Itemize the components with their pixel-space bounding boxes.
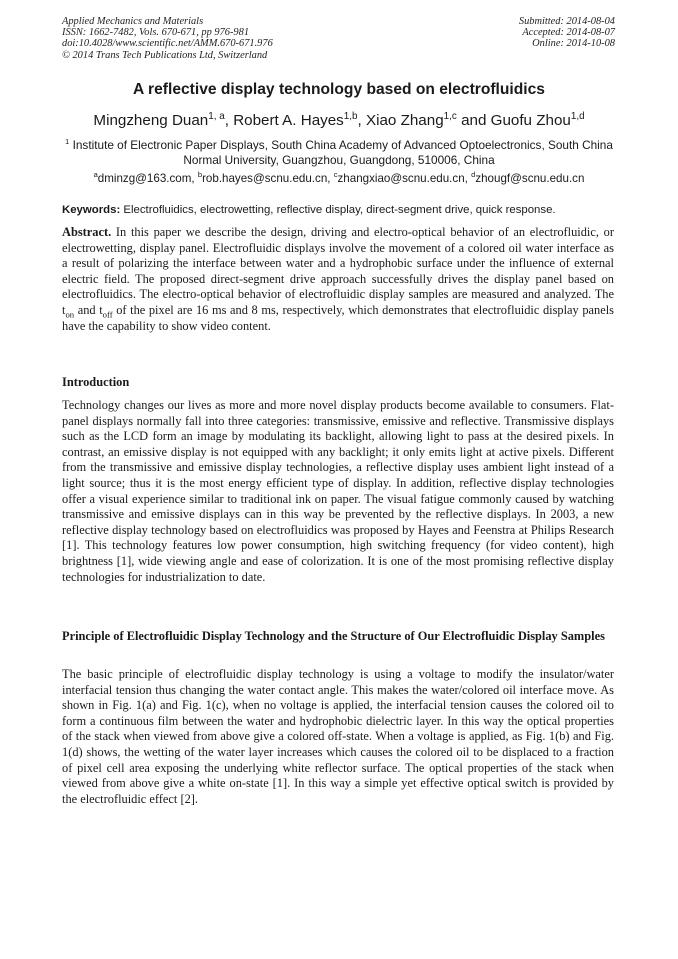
author-separator: and <box>456 112 491 129</box>
email-separator: , <box>327 172 334 185</box>
author-list <box>40 112 638 129</box>
author-affil-mark: 1, a <box>208 110 225 122</box>
author-name: Guofu Zhou <box>490 112 571 129</box>
publication-dates <box>395 16 615 50</box>
introduction-heading: Introduction <box>62 375 130 389</box>
author-name: Xiao Zhang <box>365 112 444 129</box>
email-address[interactable]: dminzg@163.com <box>97 172 192 185</box>
date-submitted: Submitted: 2014-08-04 <box>518 16 615 27</box>
abstract-text: In this paper we describe the design, driving and electro-optical behavior of an electrofluidic, or electrowetting, display panel. Electrofluidic displays involve the movement of a colored oil water interface as a result of polarizing the interface between water and a hydrophobic surface under the influence of external electric field. The proposed direct-segment drive approach successfully drives the display panel based on electrofluidics. The electro-optical behavior of electrofluidic display samples are measured and analyzed. The t <box>62 225 614 317</box>
author-affil-mark: 1,d <box>570 110 585 122</box>
author-separator: , <box>224 112 234 129</box>
email-mark: d <box>471 170 476 180</box>
journal-header <box>62 16 392 61</box>
paper-title: A reflective display technology based on electrofluidics <box>133 81 545 98</box>
email-mark: c <box>333 170 338 180</box>
abstract-text: and t <box>74 302 103 317</box>
keywords-label: Keywords: <box>62 204 121 216</box>
email-mark: b <box>197 170 203 180</box>
email-mark: a <box>93 170 98 180</box>
email-separator: , <box>464 172 472 185</box>
keywords-text: Electrofluidics, electrowetting, reflective display, direct-segment drive, quick response. <box>120 204 556 216</box>
abstract-text: of the pixel are 16 ms and 8 ms, respectively, which demonstrates that electrofluidic display panels have the capability to show video content. <box>62 302 614 333</box>
email-address[interactable]: zhangxiao@scnu.edu.cn <box>337 172 465 185</box>
author-separator: , <box>357 112 366 129</box>
keywords <box>62 204 616 216</box>
abstract-paragraph <box>62 225 614 334</box>
author-affil-mark: 1,b <box>343 110 358 122</box>
journal-copyright: © 2014 Trans Tech Publications Ltd, Switzerland <box>62 49 268 61</box>
introduction-paragraph: Technology changes our lives as more and more novel display products become available to consumers. Flat-panel displays normally fall into three categories: transmissive, emissive and reflective. Transmissive displays such as the LCD form an image by modulating its backlight, allowing light to pass at the desired pixels. In contrast, an emissive display is not equipped with any backlight; it only emits light at active pixels. Different from the transmissive and emissive display technologies, a reflective display uses ambient light instead of a light source; thus it is the most energy efficient type of display. In addition, reflective display technologies offer a visual experience similar to traditional ink on paper. The visual fatigue commonly caused by watching transmissive and emissive displays can in this way be prevented by the reflective displays. In 2003, a new reflective display technology based on electrofluidics was proposed by Hayes and Feenstra at Philips Research [1]. This technology features low power consumption, high switching frequency (for video content), high brightness [1], wide viewing angle and ease of colorization. It is one of the most promising reflective display technologies for industrialization to date. <box>62 398 614 584</box>
abstract-label: Abstract. <box>62 225 112 239</box>
email-list <box>40 172 638 185</box>
principle-heading: Principle of Electrofluidic Display Technology and the Structure of Our Electrofluidic Display Samples <box>62 629 605 643</box>
affiliation-mark: 1 <box>65 137 70 147</box>
principle-paragraph: The basic principle of electrofluidic display technology is using a voltage to modify the insulator/water interfacial tension thus changing the water contact angle. This makes the water/colored oil interface move. As shown in Fig. 1(a) and Fig. 1(c), when no voltage is applied, the interfacial tension causes the colored oil to form a continuous film between the water and hydrophobic dielectric layer. In this way the optical properties of the stack when viewed from above give a colored off-state. When a voltage is applied, as Fig. 1(b) and Fig. 1(d) shows, the wetting of the water layer increases which causes the colored oil to be displaced to a fraction of pixel cell area exposing the underlying white reflector surface. The optical properties of the stack when viewed from above give a white on-state [1]. In this way a simple yet effective optical switch is provided by the electrofluidic effect [2]. <box>62 667 614 806</box>
author-name: Robert A. Hayes <box>233 112 344 129</box>
journal-name: Applied Mechanics and Materials <box>62 16 204 27</box>
journal-issn: ISSN: 1662-7482, Vols. 670-671, pp 976-981 <box>62 27 250 39</box>
t-off-subscript: off <box>102 309 113 320</box>
author-name: Mingzheng Duan <box>93 112 209 129</box>
email-address[interactable]: rob.hayes@scnu.edu.cn <box>202 172 328 185</box>
date-online: Online: 2014-10-08 <box>532 38 615 50</box>
author-affil-mark: 1,c <box>443 110 457 122</box>
date-accepted: Accepted: 2014-08-07 <box>522 27 615 39</box>
email-separator: , <box>191 172 198 185</box>
journal-doi: doi:10.4028/www.scientific.net/AMM.670-671.976 <box>62 38 273 50</box>
affiliation <box>62 138 616 168</box>
affiliation-text: Institute of Electronic Paper Displays, South China Academy of Advanced Optoelectronics, South China Normal University, Guangzhou, Guangdong, 510006, China <box>69 138 613 167</box>
t-on-subscript: on <box>65 309 75 320</box>
email-address[interactable]: zhougf@scnu.edu.cn <box>475 172 585 185</box>
